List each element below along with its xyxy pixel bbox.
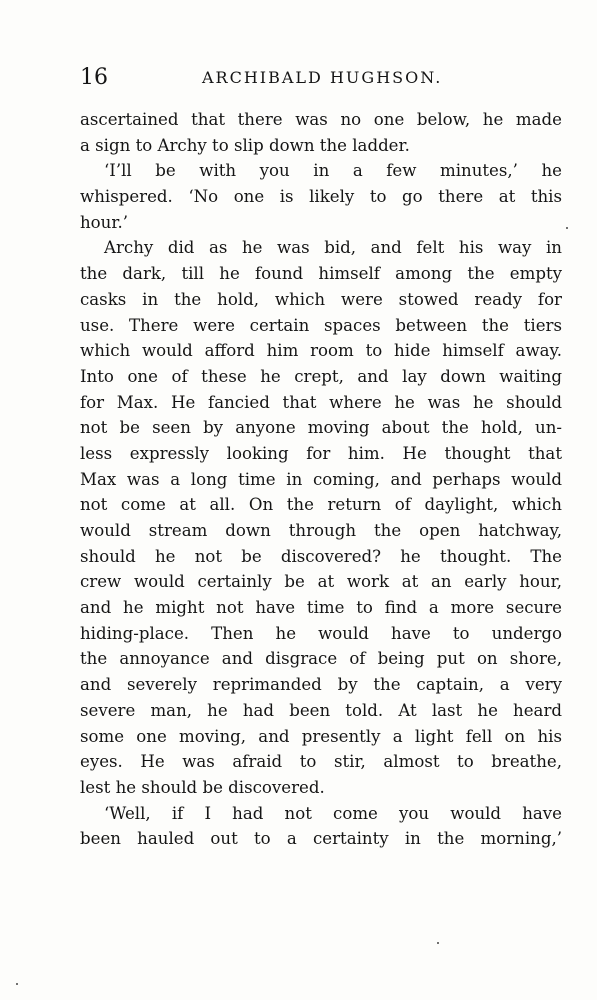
text-line: use. There were certain spaces between the tiers [80,315,562,335]
text-line: ‘I’ll be with you in a few minutes,’ he [104,161,562,181]
text-line: would stream down through the open hatchway, [80,521,562,540]
text-line: should he not be discovered? he thought. The [80,546,562,566]
ink-speck [437,942,439,944]
page-number: 16 [80,65,108,90]
text-line: and he might not have time to find a more secure [80,598,562,618]
text-line: hiding-place. Then he would have to undergo [80,623,562,643]
text-line: not come at all. On the return of daylight, which [80,495,562,515]
text-line: whispered. ‘No one is likely to go there at this [80,187,562,207]
text-line: Archy did as he was bid, and felt his way in [104,238,562,258]
body-text [80,107,562,852]
text-line: crew would certainly be at work at an early hour, [80,572,562,592]
page-header [80,64,560,96]
text-line: not be seen by anyone moving about the hold, un- [80,418,562,438]
text-line: ascertained that there was no one below, he made [80,110,562,129]
text-line: and severely reprimanded by the captain, a very [80,675,562,695]
text-line: for Max. He fancied that where he was he should [80,392,562,412]
text-line: which would afford him room to hide himself away. [80,341,562,361]
text-line: a sign to Archy to slip down the ladder. [80,135,410,155]
text-line: lest he should be discovered. [80,777,325,797]
text-line: Max was a long time in coming, and perhaps would [80,469,562,489]
text-line: some one moving, and presently a light fell on his [80,726,562,746]
text-line: ‘Well, if I had not come you would have [104,803,562,823]
text-line: hour.’ [80,212,129,232]
text-line: been hauled out to a certainty in the morning,’ [80,829,562,849]
running-head: ARCHIBALD HUGHSON. [202,68,443,87]
text-line: Into one of these he crept, and lay down waiting [80,366,562,386]
text-line: less expressly looking for him. He thought that [80,443,562,463]
ink-speck [16,983,18,985]
ink-speck [566,227,568,229]
text-line: eyes. He was afraid to stir, almost to breathe, [80,752,562,772]
text-line: the annoyance and disgrace of being put on shore, [80,649,562,669]
text-line: severe man, he had been told. At last he heard [80,700,562,720]
text-line: casks in the hold, which were stowed ready for [80,289,562,309]
text-line: the dark, till he found himself among the empty [80,264,562,284]
